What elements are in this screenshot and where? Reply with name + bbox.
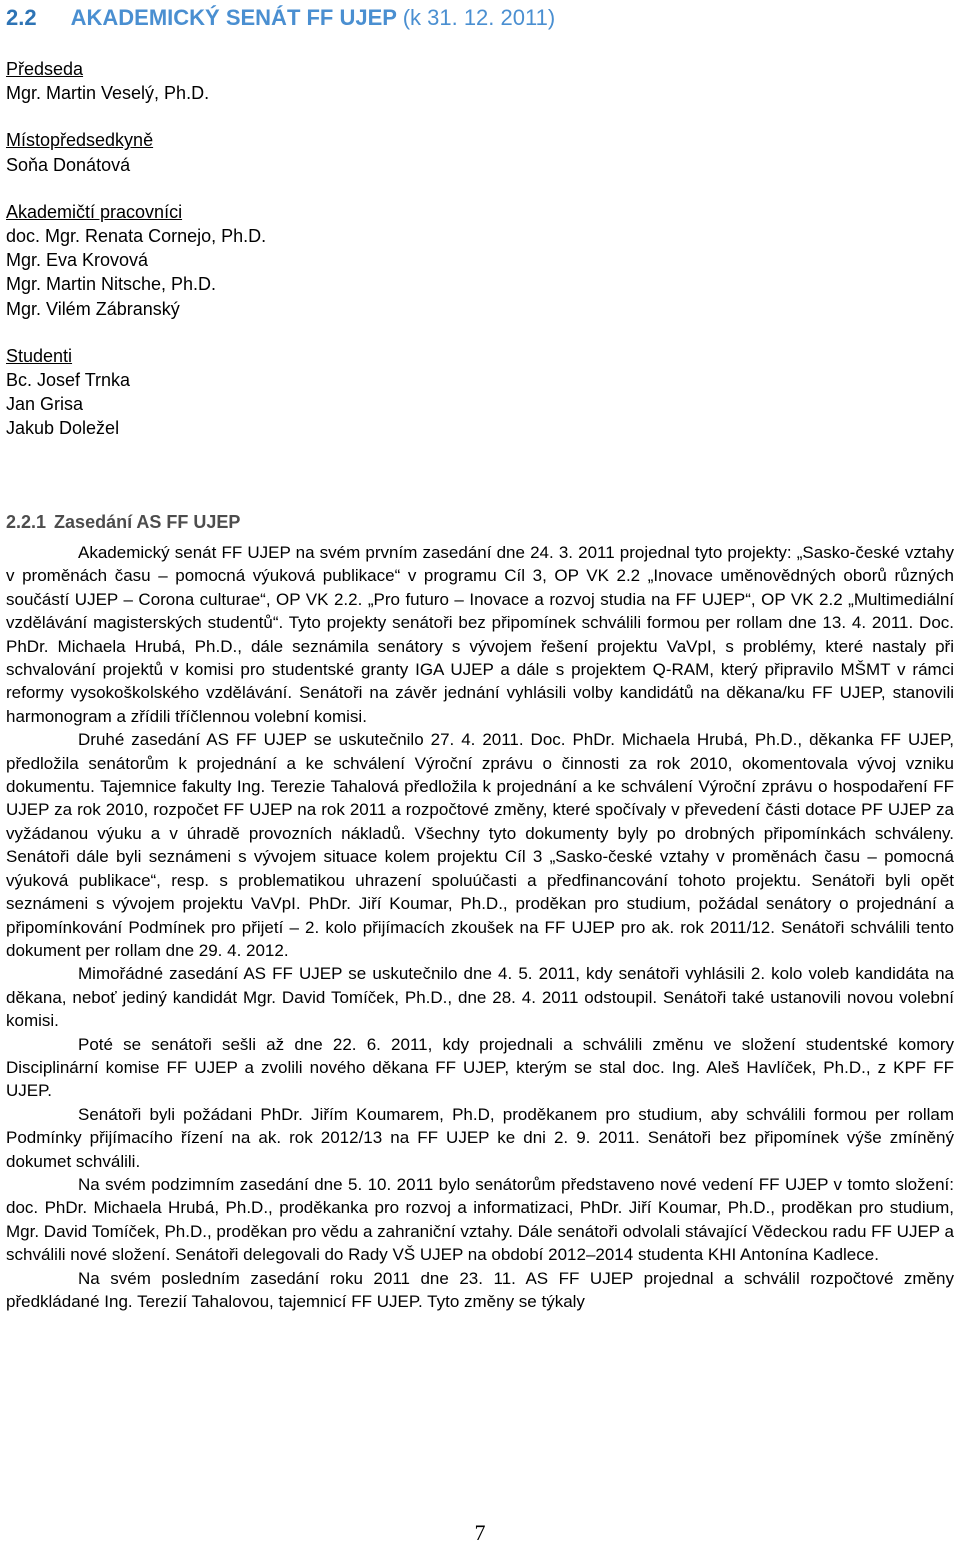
group-label: Studenti <box>6 345 73 366</box>
paragraph: Na svém podzimním zasedání dne 5. 10. 2011 bylo senátorům představeno nové vedení FF UJEP v tomto složení: doc. PhDr. Michaela Hrubá, Ph.D., proděkanka pro rozvoj a informatizaci, PhDr. Jiří Koumar, Ph.D., proděkan pro studium, Mgr. David Tomíček, Ph.D., proděkan pro vědu a zahraniční vztahy. Dále senátoři odvolali stávající Vědeckou radu FF UJEP a schválili nové složení. Senátoři delegovali do Rady VŠ UJEP na období 2012–2014 studenta KHI Antonína Kadlece. <box>6 1174 954 1265</box>
roster-group-students <box>6 344 266 441</box>
subsection-number: 2.2.1 <box>6 512 47 532</box>
page-number: 7 <box>474 1520 486 1545</box>
roster-group-academics <box>6 200 266 321</box>
paragraph: Senátoři byli požádani PhDr. Jiřím Koumarem, Ph.D, proděkanem pro studium, aby schválili formou per rollam Podmínky přijímacího řízení na ak. rok 2012/13 na FF UJEP ke dni 2. 9. 2011. Senátoři bez připomínek výše zmíněný dokumet schválili. <box>6 1104 954 1171</box>
member: Mgr. Eva Krovová <box>6 250 149 271</box>
paragraph: Mimořádné zasedání AS FF UJEP se uskutečnilo dne 4. 5. 2011, kdy senátoři vyhlásili 2. kolo voleb kandidáta na děkana, neboť jediný kandidát Mgr. David Tomíček, Ph.D., dne 28. 4. 2011 odstoupil. Senátoři také ustanovili novou volební komisi. <box>6 964 954 1031</box>
section-number: 2.2 <box>6 5 37 30</box>
section-subtitle: (k 31. 12. 2011) <box>402 5 556 30</box>
section-title: AKADEMICKÝ SENÁT FF UJEP <box>70 5 397 30</box>
member: Jakub Doležel <box>6 418 120 439</box>
member: Jan Grisa <box>6 394 84 415</box>
paragraph: Poté se senátoři sešli až dne 22. 6. 2011, kdy projednali a schválili změnu ve složení studentské komory Disciplinární komise FF UJEP a zvolili nového děkana FF UJEP, kterým se stal doc. Ing. Aleš Havlíček, Ph.D., z KPF FF UJEP. <box>6 1034 954 1101</box>
member: Bc. Josef Trnka <box>6 370 131 391</box>
subsection-title: Zasedání AS FF UJEP <box>54 512 241 532</box>
body-text <box>6 541 954 1313</box>
member: Mgr. Martin Nitsche, Ph.D. <box>6 274 217 295</box>
subsection-heading <box>6 509 240 535</box>
senate-roster <box>6 57 266 464</box>
paragraph: Na svém posledním zasedání roku 2011 dne 23. 11. AS FF UJEP projednal a schválil rozpočtové změny předkládané Ing. Terezií Tahalovou, tajemnicí FF UJEP. Tyto změny se týkaly <box>6 1268 954 1311</box>
member: Mgr. Vilém Zábranský <box>6 298 180 319</box>
roster-group-chair <box>6 57 266 105</box>
group-label: Místopředsedkyně <box>6 130 154 151</box>
roster-group-vice-chair <box>6 128 266 176</box>
section-heading <box>6 4 555 32</box>
member: doc. Mgr. Renata Cornejo, Ph.D. <box>6 226 267 247</box>
group-label: Předseda <box>6 59 84 79</box>
member: Mgr. Martin Veselý, Ph.D. <box>6 83 210 104</box>
paragraph: Druhé zasedání AS FF UJEP se uskutečnilo 27. 4. 2011. Doc. PhDr. Michaela Hrubá, Ph.D., děkanka FF UJEP, předložila senátorům k projednání a ke schválení Výroční zprávu o činnosti za rok 2010, okomentovala vývoj vzniku dokumentu. Tajemnice fakulty Ing. Terezie Tahalová předložila k projednání a ke schválení Výroční zprávu o hospodaření FF UJEP za rok 2010, rozpočet FF UJEP na rok 2011 a rozpočtové změny, které spočívaly v převedení části dotace PF UJEP za vyžádanou výuku a v úhradě provozních nákladů. Všechny tyto dokumenty byly po drobných připomínkách schváleny. Senátoři dále byli seznámeni s vývojem situace kolem projektu Cíl 3 „Sasko-české vztahy v proměnách času – pomocná výuková publikace“, resp. s problematikou uhrazení spoluúčasti a předfinancování tohoto projektu. Senátoři byli opět seznámeni s vývojem projektu VaVpI. PhDr. Jiří Koumar, Ph.D., proděkan pro studium, požádal senátory o projednání a připomínkování Podmínek pro přijetí – 2. kolo přijímacích zkoušek na FF UJEP pro ak. rok 2011/12. Senátoři schválili tento dokument per rollam dne 29. 4. 2012. <box>6 730 954 960</box>
member: Soňa Donátová <box>6 154 131 175</box>
paragraph: Akademický senát FF UJEP na svém prvním zasedání dne 24. 3. 2011 projednal tyto projekty: „Sasko-české vztahy v proměnách času – pomocná výuková publikace“ v programu Cíl 3, OP VK 2.2 „Inovace uměnovědných oborů různých součástí UJEP – Corona culturae“, OP VK 2.2. „Pro futuro – Inovace a rozvoj studia na FF UJEP“, OP VK 2.2 „Multimediální vzdělávání magisterských studentů“. Tyto projekty senátoři bez připomínek schválili formou per rollam dne 13. 4. 2011. Doc. PhDr. Michaela Hrubá, Ph.D., dále seznámila senátory s vývojem řešení projektu VaVpI, s problémy, které nastaly při schvalování projektů v komisi pro studentské granty IGA UJEP a dále s projektem Q-RAM, který připravilo MŠMT v rámci reformy vysokoškolského vzdělávání. Senátoři na závěr jednání vyhlásili volby kandidátů na děkana/ku FF UJEP, stanovili harmonogram a zřídili tříčlennou volební komisi. <box>6 543 954 726</box>
group-label: Akademičtí pracovníci <box>6 201 183 222</box>
